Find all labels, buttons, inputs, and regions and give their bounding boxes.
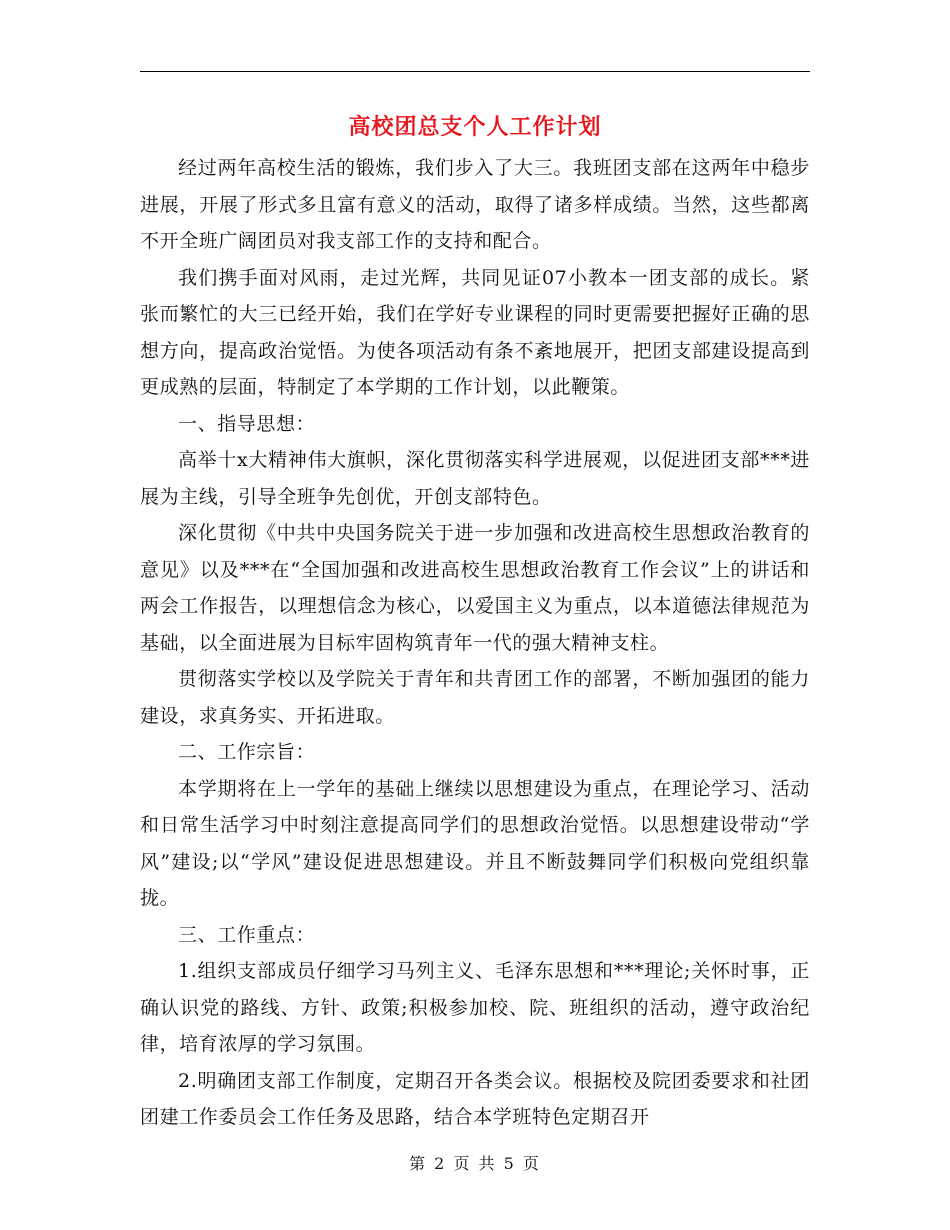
paragraph: 深化贯彻《中共中央国务院关于进一步加强和改进高校生思想政治教育的意见》以及***在“全国加强和改进高校生思想政治教育工作会议”上的讲话和两会工作报告，以理想信念为核心，以爱国主义为重点，以本道德法律规范为基础，以全面进展为目标牢固构筑青年一代的强大精神支柱。 — [140, 522, 810, 654]
section-heading: 一、指导思想： — [178, 412, 316, 435]
list-item: 2.明确团支部工作制度，定期召开各类会议。根据校及院团委要求和社团团建工作委员会工作任务及思路，结合本学班特色定期召开 — [140, 1069, 810, 1128]
paragraph: 我们携手面对风雨，走过光辉，共同见证07小教本一团支部的成长。紧张而繁忙的大三已经开始，我们在学好专业课程的同时更需要把握好正确的思想方向，提高政治觉悟。为使各项活动有条不紊地展开，把团支部建设提高到更成熟的层面，特制定了本学期的工作计划，以此鞭策。 — [140, 266, 810, 398]
paragraph: 高举十x大精神伟大旗帜，深化贯彻落实科学进展观，以促进团支部***进展为主线，引导全班争先创优，开创支部特色。 — [140, 449, 810, 508]
section-heading: 三、工作重点： — [178, 923, 316, 946]
header-rule — [140, 71, 810, 72]
section-heading: 二、工作宗旨： — [178, 741, 316, 763]
page-footer: 第 2 页 共 5 页 — [409, 1154, 541, 1173]
document-title: 高校团总支个人工作计划 — [348, 114, 602, 140]
paragraph: 贯彻落实学校以及学院关于青年和共青团工作的部署，不断加强团的能力建设，求真务实、开拓进取。 — [140, 668, 810, 727]
list-item: 1.组织支部成员仔细学习马列主义、毛泽东思想和***理论;关怀时事，正确认识党的路线、方针、政策;积极参加校、院、班组织的活动，遵守政治纪律，培育浓厚的学习氛围。 — [140, 960, 810, 1055]
paragraph: 本学期将在上一学年的基础上继续以思想建设为重点，在理论学习、活动和日常生活学习中时刻注意提高同学们的思想政治觉悟。以思想建设带动“学风”建设;以“学风”建设促进思想建设。并且不断鼓舞同学们积极向党组织靠拢。 — [140, 777, 810, 909]
paragraph: 经过两年高校生活的锻炼，我们步入了大三。我班团支部在这两年中稳步进展，开展了形式多且富有意义的活动，取得了诸多样成绩。当然，这些都离不开全班广阔团员对我支部工作的支持和配合。 — [140, 157, 810, 252]
document-body — [140, 150, 810, 1136]
